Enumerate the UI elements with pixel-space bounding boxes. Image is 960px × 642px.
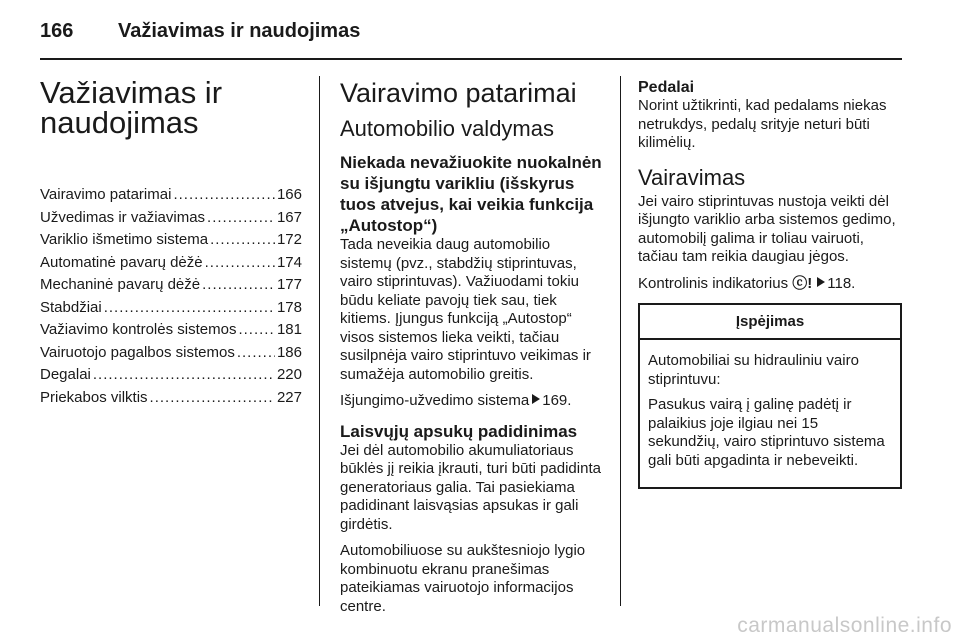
pedals-steering-column [638,78,902,489]
toc-entry[interactable]: Mechaninė pavarų dėžė ..... 177 [40,274,302,297]
toc-entry[interactable]: Priekabos vilktis ..... 227 [40,387,302,410]
toc-entry[interactable]: Degalai ..... 220 [40,364,302,387]
column-divider [620,76,621,606]
paragraph: Pasukus vairą į galinę padėtį ir palaikius joje ilgiau nei 15 sekundžių, vairo stiprintuvo sistema gali būti apgadinta ir nebeveikti. [648,396,885,469]
paragraph: Norint užtikrinti, kad pedalams niekas netrukdys, pedalų srityje neturi būti kilimėlių. [638,97,887,151]
subsection-heading: Vairavimas [638,164,746,190]
column-divider [319,76,320,606]
page-header [40,18,900,58]
paragraph: Tada neveikia daug automobilio sistemų (pvz., stabdžių stiprintuvas, vairo stiprintuvas). Važiuodami tokiu būdu keliate pavojų tiek sau, tiek kitiems. Įjungus funkciją „Autostop“ visos sistemos lieka veikti, tačiau susilpnėja vairo stiprintuvo veikimas ir sumažėja automobilio greitis. [340,236,591,383]
warning-body [640,340,900,487]
toc-entry[interactable]: Vairavimo patarimai ..... 166 [40,184,302,207]
topic-heading: Niekada nevažiuokite nuokalnėn su išjungtu varikliu (išskyrus tuos atvejus, kai veikia funkcija „Autostop“) [340,153,602,235]
toc-entry[interactable]: Vairuotojo pagalbos sistemos ..... 186 [40,342,302,365]
toc-entry[interactable]: Užvedimas ir važiavimas ..... 167 [40,207,302,230]
toc-entry[interactable]: Variklio išmetimo sistema ..... 172 [40,229,302,252]
warning-box [638,303,902,489]
subsection-heading: Automobilio valdymas [340,116,554,141]
warning-title: Įspėjimas [640,305,900,340]
page-reference-arrow-icon [532,394,540,404]
section-heading: Vairavimo patarimai [340,78,577,108]
cross-reference[interactable]: Kontrolinis indikatorius ⓒ! 118. [638,274,856,292]
paragraph: Jei dėl automobilio akumuliatoriaus būklės jį reikia įkrauti, turi būti padidinta generatoriaus galia. Tai pasiekiama padidinant laisvąsias apsukas ir gali girdėtis. [340,441,601,533]
driving-tips-column [340,78,602,616]
paragraph: Jei vairo stiprintuvas nustoja veikti dėl išjungto variklio arba sistemos gedimo, automobilį galima ir toliau vairuoti, tačiau tam reikia daugiau jėgos. [638,192,896,265]
paragraph: Automobiliuose su aukštesniojo lygio kombinuotu ekranu pranešimas pateikiamas vairuotojo informacijos centre. [340,542,586,615]
page-number: 166 [40,20,74,42]
chapter-toc-column [40,75,302,409]
chapter-title: Važiavimas ir naudojimas [40,75,223,140]
toc-entry[interactable]: Automatinė pavarų dėžė ..... 174 [40,252,302,275]
running-title: Važiavimas ir naudojimas [118,20,361,42]
page-reference-arrow-icon [817,277,825,287]
watermark: carmanualsonline.info [737,614,952,637]
paragraph: Automobiliai su hidrauliniu vairo stiprintuvu: [648,352,859,388]
topic-heading: Pedalai [638,79,695,96]
header-rule [40,58,902,60]
topic-heading: Laisvųjų apsukų padidinimas [340,421,578,441]
toc-entry[interactable]: Stabdžiai ..... 178 [40,297,302,320]
toc-entry[interactable]: Važiavimo kontrolės sistemos ..... 181 [40,319,302,342]
power-steering-warning-icon: ⓒ! [792,274,813,292]
table-of-contents [40,184,302,409]
cross-reference[interactable]: Išjungimo-užvedimo sistema 169. [340,392,572,409]
